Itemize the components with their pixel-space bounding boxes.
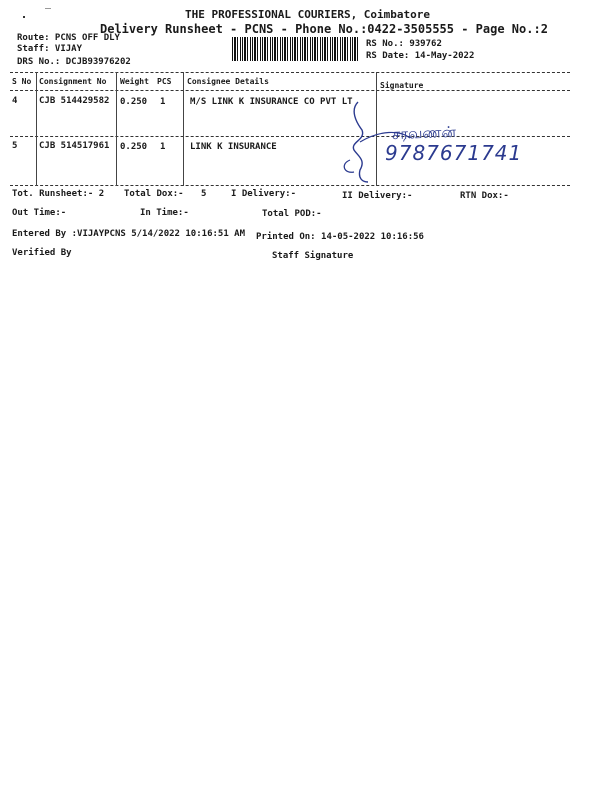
rs-date: RS Date: 14-May-2022 <box>366 51 475 61</box>
row-consignee: LINK K INSURANCE <box>190 142 277 152</box>
in-time: In Time:- <box>140 208 189 218</box>
row-pcs: 1 <box>160 97 166 107</box>
printed-on: Printed On: 14-05-2022 10:16:56 <box>256 232 424 242</box>
row-pcs: 1 <box>160 142 166 152</box>
handwritten-name: சரவணன் <box>391 122 457 144</box>
scan-speck <box>23 16 25 18</box>
row-consignment: CJB 514429582 <box>39 96 110 106</box>
handwritten-signature-stroke <box>340 90 600 190</box>
tot-runsheet: Tot. Runsheet:- 2 <box>12 189 105 199</box>
verified-by: Verified By <box>12 248 72 258</box>
col-header-weight: Weight <box>120 77 149 86</box>
table-top-rule <box>10 72 570 73</box>
ii-delivery: II Delivery:- <box>342 191 413 201</box>
staff-label: Staff: VIJAY <box>17 44 83 54</box>
row-consignee: M/S LINK K INSURANCE CO PVT LT <box>190 97 353 107</box>
row-consignment: CJB 514517961 <box>39 141 110 151</box>
col-header-sno: S No <box>12 77 32 86</box>
row-sno: 5 <box>12 141 18 151</box>
company-title: THE PROFESSIONAL COURIERS, Coimbatore <box>185 8 431 21</box>
total-dox-label: Total Dox:- <box>124 189 184 199</box>
barcode <box>232 37 358 61</box>
col-divider <box>36 72 37 186</box>
row-sno: 4 <box>12 96 18 106</box>
row-weight: 0.250 <box>120 142 148 152</box>
i-delivery: I Delivery:- <box>231 189 297 199</box>
row-weight: 0.250 <box>120 97 148 107</box>
rs-number: RS No.: 939762 <box>366 39 442 49</box>
runsheet-title: Delivery Runsheet - PCNS - Phone No.:0422-3505555 - Page No.:2 <box>100 22 548 36</box>
rtn-dox: RTN Dox:- <box>460 191 509 201</box>
drs-number: DRS No.: DCJB93976202 <box>17 57 131 67</box>
total-pod: Total POD:- <box>262 209 322 219</box>
scan-speck <box>45 8 51 9</box>
out-time: Out Time:- <box>12 208 67 218</box>
entered-by: Entered By :VIJAYPCNS 5/14/2022 10:16:51 AM <box>12 229 245 239</box>
col-header-consignment: Consignment No <box>39 77 107 86</box>
col-divider <box>116 72 117 186</box>
col-header-pcs: PCS <box>157 77 172 86</box>
total-dox-value: 5 <box>201 189 207 199</box>
handwritten-phone: 9787671741 <box>385 141 523 165</box>
route-label: Route: PCNS OFF DLY <box>17 33 120 43</box>
col-header-consignee: Consignee Details <box>187 77 269 86</box>
col-header-signature: Signature <box>380 81 424 90</box>
staff-signature: Staff Signature <box>272 251 354 261</box>
col-divider <box>183 72 184 186</box>
